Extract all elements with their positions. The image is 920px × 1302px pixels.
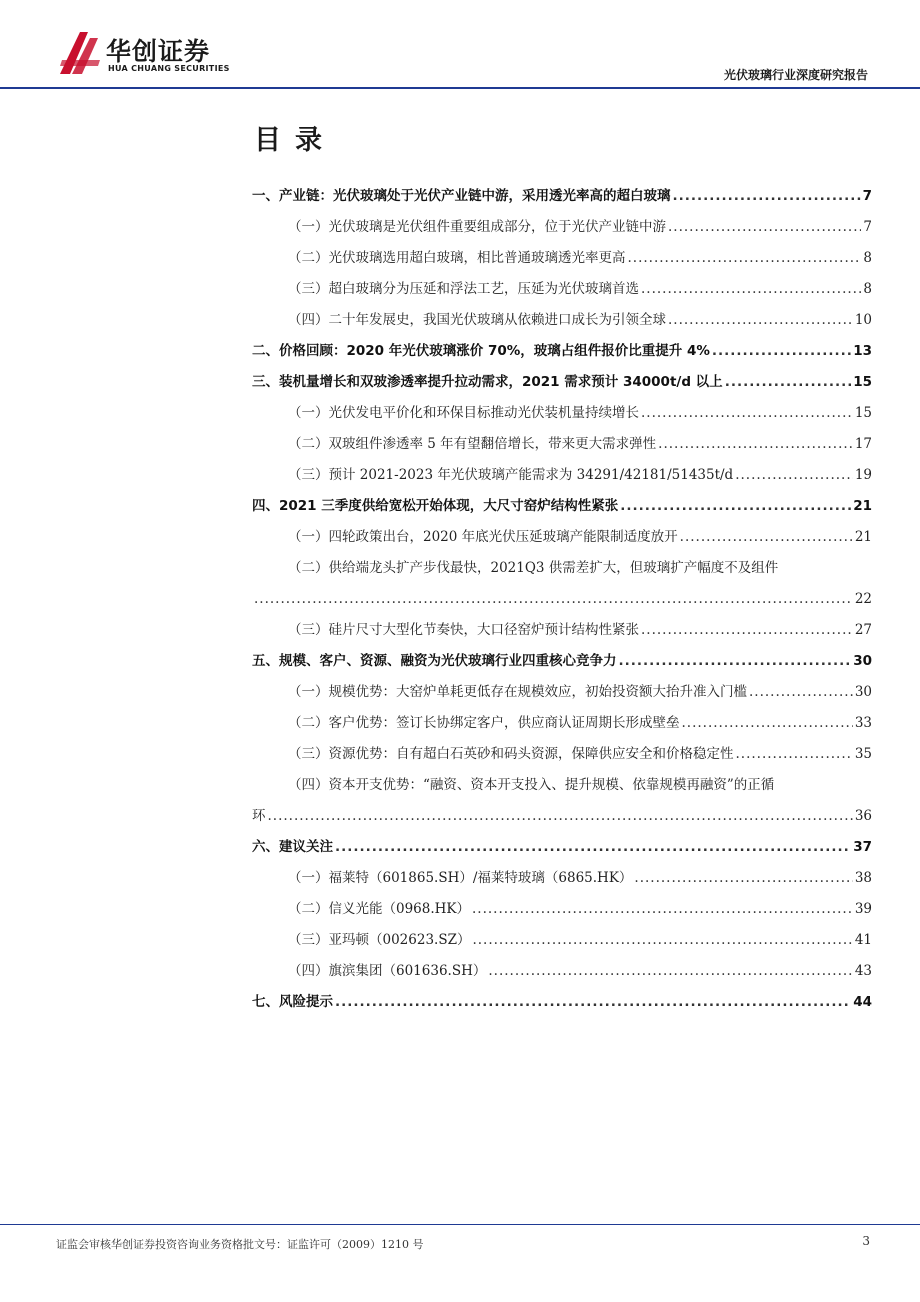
toc-leader-dots — [641, 398, 853, 429]
toc-page-number: 44 — [853, 994, 872, 1010]
toc-page-number: 21 — [854, 529, 872, 545]
brand-name-cn: 华创证券 — [106, 37, 211, 66]
toc-subsection[interactable] — [252, 212, 872, 243]
report-title: 光伏玻璃行业深度研究报告 — [723, 68, 868, 82]
toc-page-number: 19 — [854, 467, 872, 483]
toc-section[interactable] — [252, 987, 872, 1018]
toc-leader-dots — [620, 491, 851, 522]
toc-leader-dots — [641, 274, 861, 305]
toc-leader-dots — [668, 305, 853, 336]
toc-entry-text: （四）资本开支优势：“融资、资本开支投入、提升规模、依靠规模再融资”的正循 — [288, 777, 775, 793]
toc-page-number: 27 — [854, 622, 872, 638]
toc-entry-text: 五、规模、客户、资源、融资为光伏玻璃行业四重核心竞争力 — [252, 653, 617, 669]
footer-license: 证监会审核华创证券投资咨询业务资格批文号：证监许可（2009）1210 号 — [56, 1238, 424, 1251]
toc-leader-dots — [725, 367, 852, 398]
toc-subsection[interactable] — [252, 894, 872, 925]
brand-logo-icon — [58, 30, 102, 76]
toc-page-number: 30 — [853, 653, 872, 669]
toc-entry-text: 一、产业链：光伏玻璃处于光伏产业链中游，采用透光率高的超白玻璃 — [252, 188, 671, 204]
toc-entry-text: （二）客户优势：签订长协绑定客户，供应商认证周期长形成壁垒 — [288, 715, 680, 731]
toc-section[interactable] — [252, 832, 872, 863]
toc-entry-text: （一）福莱特（601865.SH）/福莱特玻璃（6865.HK） — [288, 870, 633, 886]
toc-page-number: 8 — [863, 250, 872, 266]
toc-leader-dots — [712, 336, 851, 367]
toc-subsection[interactable] — [252, 522, 872, 553]
toc-entry-text: 二、价格回顾：2020 年光伏玻璃涨价 70%，玻璃占组件报价比重提升 4% — [252, 343, 710, 359]
table-of-contents — [252, 181, 872, 1018]
toc-subsection[interactable] — [252, 677, 872, 708]
toc-page-number: 15 — [853, 374, 872, 390]
toc-section[interactable] — [252, 336, 872, 367]
toc-page-number: 17 — [854, 436, 872, 452]
toc-subsection[interactable] — [252, 274, 872, 305]
header-divider — [0, 87, 920, 89]
toc-page-number: 13 — [853, 343, 872, 359]
toc-entry-text: 六、建议关注 — [252, 839, 333, 855]
toc-entry-text: （一）光伏发电平价化和环保目标推动光伏装机量持续增长 — [288, 405, 639, 421]
toc-entry-text: （三）亚玛顿（002623.SZ） — [288, 932, 471, 948]
toc-entry-text: 四、2021 三季度供给宽松开始体现，大尺寸窑炉结构性紧张 — [252, 498, 619, 514]
toc-leader-dots — [749, 677, 853, 708]
toc-subsection[interactable] — [252, 956, 872, 987]
toc-entry-text: （三）资源优势：自有超白石英砂和码头资源，保障供应安全和价格稳定性 — [288, 746, 734, 762]
toc-entry-text: （一）光伏玻璃是光伏组件重要组成部分，位于光伏产业链中游 — [288, 219, 666, 235]
toc-leader-dots — [472, 894, 853, 925]
toc-entry-text: （二）供给端龙头扩产步伐最快，2021Q3 供需差扩大，但玻璃扩产幅度不及组件 — [288, 560, 779, 576]
toc-subsection[interactable] — [252, 615, 872, 646]
toc-page-number: 35 — [854, 746, 872, 762]
toc-section[interactable] — [252, 367, 872, 398]
toc-page-number: 22 — [854, 591, 872, 607]
toc-subsection[interactable] — [252, 739, 872, 770]
toc-leader-dots — [254, 584, 853, 615]
toc-entry-text: （三）预计 2021-2023 年光伏玻璃产能需求为 34291/42181/51435t/d — [288, 467, 734, 483]
toc-page-number: 36 — [854, 808, 872, 824]
toc-leader-dots — [619, 646, 852, 677]
toc-subsection[interactable] — [252, 770, 872, 832]
toc-subsection[interactable] — [252, 863, 872, 894]
toc-entry-text: （三）硅片尺寸大型化节奏快，大口径窑炉预计结构性紧张 — [288, 622, 639, 638]
toc-subsection[interactable] — [252, 305, 872, 336]
toc-leader-dots — [641, 615, 853, 646]
toc-subsection[interactable] — [252, 243, 872, 274]
toc-subsection[interactable] — [252, 553, 872, 615]
toc-entry-text: 七、风险提示 — [252, 994, 333, 1010]
toc-entry-text: 三、装机量增长和双玻渗透率提升拉动需求，2021 需求预计 34000t/d 以上 — [252, 374, 723, 390]
toc-section[interactable] — [252, 181, 872, 212]
toc-section[interactable] — [252, 646, 872, 677]
toc-subsection[interactable] — [252, 398, 872, 429]
toc-page-number: 41 — [854, 932, 872, 948]
toc-leader-dots — [735, 460, 853, 491]
toc-leader-dots — [673, 181, 861, 212]
toc-subsection[interactable] — [252, 429, 872, 460]
page-header — [0, 0, 920, 92]
toc-page-number: 43 — [854, 963, 872, 979]
toc-leader-dots — [335, 832, 851, 863]
toc-page-number: 30 — [854, 684, 872, 700]
toc-entry-text-continued: 环 — [252, 808, 266, 824]
toc-entry-text: （二）双玻组件渗透率 5 年有望翻倍增长，带来更大需求弹性 — [288, 436, 657, 452]
toc-entry-text: （二）信义光能（0968.HK） — [288, 901, 471, 917]
toc-leader-dots — [668, 212, 861, 243]
toc-entry-text: （四）二十年发展史，我国光伏玻璃从依赖进口成长为引领全球 — [288, 312, 666, 328]
toc-leader-dots — [472, 925, 852, 956]
toc-page-number: 7 — [863, 219, 872, 235]
toc-entry-text: （二）光伏玻璃选用超白玻璃，相比普通玻璃透光率更高 — [288, 250, 626, 266]
toc-entry-text: （三）超白玻璃分为压延和浮法工艺，压延为光伏玻璃首选 — [288, 281, 639, 297]
page-number: 3 — [862, 1234, 870, 1248]
toc-leader-dots — [488, 956, 852, 987]
toc-leader-dots — [335, 987, 851, 1018]
toc-page-number: 33 — [854, 715, 872, 731]
toc-leader-dots — [736, 739, 853, 770]
footer-divider — [0, 1224, 920, 1225]
toc-subsection[interactable] — [252, 708, 872, 739]
toc-leader-dots — [680, 522, 853, 553]
toc-leader-dots — [634, 863, 852, 894]
toc-subsection[interactable] — [252, 460, 872, 491]
toc-section[interactable] — [252, 491, 872, 522]
toc-entry-text: （一）四轮政策出台，2020 年底光伏压延玻璃产能限制适度放开 — [288, 529, 678, 545]
toc-page-number: 21 — [853, 498, 872, 514]
toc-page-number: 15 — [854, 405, 872, 421]
toc-page-number: 8 — [863, 281, 872, 297]
toc-heading: 目录 — [254, 125, 336, 156]
toc-entry-text: （一）规模优势：大窑炉单耗更低存在规模效应，初始投资额大抬升准入门槛 — [288, 684, 747, 700]
toc-leader-dots — [268, 801, 853, 832]
toc-leader-dots — [682, 708, 853, 739]
toc-page-number: 37 — [853, 839, 872, 855]
toc-subsection[interactable] — [252, 925, 872, 956]
toc-page-number: 39 — [854, 901, 872, 917]
toc-leader-dots — [658, 429, 853, 460]
toc-page-number: 38 — [854, 870, 872, 886]
toc-leader-dots — [628, 243, 862, 274]
toc-page-number: 10 — [854, 312, 872, 328]
toc-page-number: 7 — [862, 188, 872, 204]
brand-name-en: HUA CHUANG SECURITIES — [108, 64, 230, 73]
toc-entry-text: （四）旗滨集团（601636.SH） — [288, 963, 487, 979]
